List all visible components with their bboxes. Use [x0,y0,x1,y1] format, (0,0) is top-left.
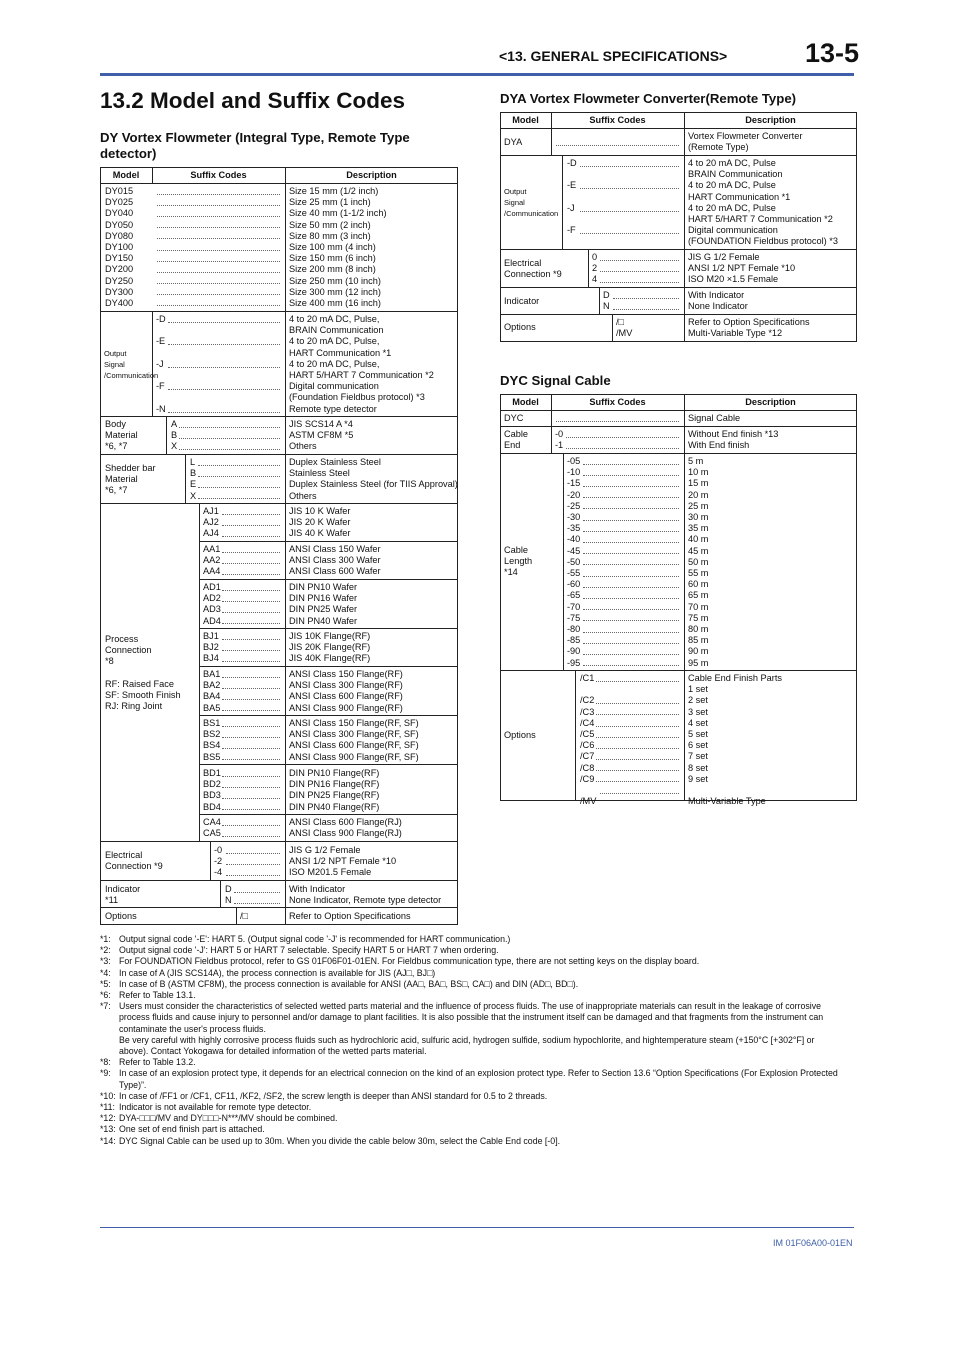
rule [500,128,857,129]
rule [199,666,458,667]
rule [199,579,458,580]
options-description: Refer to Option Specifications [289,911,411,921]
dyc-table-title: DYC Signal Cable [500,373,611,388]
body-material-codes: A B X [171,419,178,452]
footnote [100,945,840,956]
rule [199,764,458,765]
page-number: 13-5 [805,38,860,68]
footnote-text: In case of B (ASTM CF8M), the process connection is available for ANSI (AA□, BA□, BS□, CA□) and DIN (AD□, BD□). [119,978,579,989]
options-label: Options [105,911,137,921]
col-suffix: Suffix Codes [589,397,646,407]
rule [684,112,685,342]
footnote-key: *2: [100,945,111,956]
indicator-label: Indicator *11 [105,884,141,906]
footnote [100,1057,840,1068]
footnote [100,990,840,1001]
pc-descriptions: ANSI Class 150 Flange(RF, SF) ANSI Class 300 Flange(RF, SF) ANSI Class 600 Flange(RF, SF) ANSI Class 900 Flange(RF, SF) [289,718,419,762]
options-descriptions: Cable End Finish Parts 1 set 2 set 3 set 4 set 5 set 6 set 7 set 8 set 9 set Multi-Variable Type [688,673,782,807]
footer-rule [100,1227,854,1228]
electrical-connection-codes: 0 2 4 [592,252,598,285]
footnote [100,956,840,967]
body-material-descriptions: JIS SCS14 A *4 ASTM CF8M *5 Others [289,419,354,452]
footnote-text: One set of end finish part is attached. [119,1124,265,1135]
footnote-key: *12: [100,1113,116,1124]
rule [500,453,857,454]
pc-codes: BS1 BS2 BS4 BS5 [203,718,221,762]
rule [599,287,600,314]
pc-codes: AJ1 AJ2 AJ4 [203,506,219,539]
footnote-key: *1: [100,934,111,944]
rule [199,503,200,841]
body-material-label: Body Material *6, *7 [105,419,138,452]
output-signal-codes: -D -E -J -F -N [156,314,166,414]
rule [100,907,458,908]
cable-length-codes: -05 -10 -15 -20 -25 -30 -35 -40 -45 -50 -55 -60 -65 -70 -75 -80 -85 -90 -95 [567,456,581,668]
output-signal-label: Output Signal /Communication [504,187,559,219]
rule [100,454,458,455]
options-descriptions: Refer to Option Specifications Multi-Variable Type *12 [688,317,810,339]
page-title: 13.2 Model and Suffix Codes [100,88,406,113]
pc-descriptions: JIS 10 K Wafer JIS 20 K Wafer JIS 40 K Wafer [289,506,351,539]
section-header: <13. GENERAL SPECIFICATIONS> [499,48,728,64]
pc-codes: BD1 BD2 BD3 BD4 [203,768,221,812]
rule [100,416,458,417]
col-model: Model [112,170,140,180]
rule [185,454,186,503]
footnote-key: *7: [100,1001,111,1012]
footnote-text: In case of an explosion protect type, it depends for an electrical connecion on the kind of an explosion protect type. Refer to Section 13.6 “Option Specifications (For Explosion Protected Type)”. [119,1068,838,1090]
indicator-codes: D N [603,290,610,312]
rule [500,287,857,288]
shedder-bar-codes: L B E X [190,457,197,501]
footnote-text: Output signal code '-E': HART 5. (Output signal code '-J' is recommended for HART communication.) [119,934,511,944]
shedder-bar-descriptions: Duplex Stainless Steel Stainless Steel Duplex Stainless Steel (for TIIS Approval) Others [289,457,458,501]
model-code: DYA [504,137,523,147]
rule [100,311,458,312]
pc-descriptions: DIN PN10 Flange(RF) DIN PN16 Flange(RF) DIN PN25 Flange(RF) DIN PN40 Flange(RF) [289,768,380,812]
indicator-descriptions: With Indicator None Indicator, Remote type detector [289,884,442,906]
rule [236,907,237,925]
footnote-text: Output signal code '-J': HART 5 or HART 7 selectable. Specify HART 5 or HART 7 when ordering. [119,945,499,956]
electrical-connection-descriptions: JIS G 1/2 Female ANSI 1/2 NPT Female *10 ISO M201.5 Female [289,845,397,878]
footnote [100,979,840,990]
rule [220,880,221,907]
options-label: Options [504,730,536,740]
rule [612,314,613,342]
col-suffix: Suffix Codes [589,115,646,125]
rule [100,880,458,881]
footnote-key: *13: [100,1124,116,1135]
footnote-text: Users must consider the characteristics of selected wetted parts material and the influence of process fluids. The use of inappropriate materials can result in the leakage of corrosive process fluids and cause injury to personnel and/or damage to plant facilities. It is also possible that the instrument itself can be damaged and that fragments from the instrument can contaminate the user's process fluids. Be very careful with highly corrosive process fluids such as hydrochloric acid, sulfuric acid, hydrogen sulfide, sodium hypochlorite, and hightemperature steam (+150°C [+302°F] or above). Contact Yokogawa for detailed information of the wetted parts material. [119,1001,824,1057]
pc-codes: BJ1 BJ2 BJ4 [203,631,219,664]
rule [199,814,458,815]
rule [100,183,458,184]
pc-descriptions: ANSI Class 600 Flange(RJ) ANSI Class 900 Flange(RJ) [289,817,402,839]
cable-length-descriptions: 5 m 10 m 15 m 20 m 25 m 30 m 35 m 40 m 45 m 50 m 55 m 60 m 65 m 70 m 75 m 80 m 85 m 90 m 95 m [688,456,709,668]
rule [575,670,576,801]
rule [199,628,458,629]
rule [500,249,857,250]
pc-codes: AD1 AD2 AD3 AD4 [203,582,221,626]
rule [684,394,685,801]
pc-descriptions: ANSI Class 150 Flange(RF) ANSI Class 300 Flange(RF) ANSI Class 600 Flange(RF) ANSI Class 900 Flange(RF) [289,669,403,713]
cable-end-label: Cable End [504,429,529,451]
document-id: IM 01F06A00-01EN [773,1238,853,1248]
pc-codes: AA1 AA2 AA4 [203,544,221,577]
footnote-key: *9: [100,1068,111,1079]
footnote [100,1091,840,1102]
size-descriptions: Size 15 mm (1/2 inch) Size 25 mm (1 inch) Size 40 mm (1-1/2 inch) Size 50 mm (2 inch) Size 80 mm (3 inch) Size 100 mm (4 inch) Size 150 mm (6 inch) Size 200 mm (8 inch) Size 250 mm (10 inch) Size 300 mm (12 inch) Size 400 mm (16 inch) [289,186,387,309]
footnote [100,1102,840,1113]
options-codes: /□ /MV [616,317,633,339]
footnote-key: *11: [100,1102,115,1113]
col-model: Model [512,397,539,407]
rule [166,416,167,454]
rule [500,410,857,411]
footnote-key: *8: [100,1057,111,1068]
output-signal-descriptions: 4 to 20 mA DC, Pulse, BRAIN Communication 4 to 20 mA DC, Pulse, HART Communication *1 4 to 20 mA DC, Pulse, HART 5/HART 7 Communication *2 Digital communication (Foundation Fieldbus protocol) *3 Remote type detector [289,314,434,414]
footnote-key: *10: [100,1090,116,1101]
options-codes: /C1 /C2 /C3 /C4 /C5 /C6 /C7 /C8 /C9 /MV [580,673,597,807]
col-model: Model [512,115,539,125]
pc-descriptions: JIS 10K Flange(RF) JIS 20K Flange(RF) JIS 40K Flange(RF) [289,631,371,664]
footnote [100,1124,840,1135]
indicator-codes: D N [225,884,232,906]
footnote-text: Refer to Table 13.1. [119,990,196,1001]
footnote-text: DYC Signal Cable can be used up to 30m. When you divide the cable below 30m, select the Cable End code [-0]. [119,1135,561,1146]
rule [100,503,458,504]
model-codes: DY015 DY025 DY040 DY050 DY080 DY100 DY150 DY200 DY250 DY300 DY400 [105,186,134,309]
dy-table-frame [100,167,458,925]
model-description: Vortex Flowmeter Converter (Remote Type) [688,131,803,153]
electrical-connection-label: Electrical Connection *9 [105,850,163,872]
footnotes [100,934,840,1147]
cable-end-descriptions: Without End finish *13 With End finish [688,429,779,451]
output-signal-descriptions: 4 to 20 mA DC, Pulse BRAIN Communication 4 to 20 mA DC, Pulse HART Communication *1 4 to 20 mA DC, Pulse HART 5/HART 7 Communication *2 Digital communication (FOUNDATION Fieldbus protocol) *3 [688,158,838,247]
footnote [100,1136,840,1147]
rule [500,426,857,427]
options-code: /□ [240,911,249,921]
electrical-connection-descriptions: JIS G 1/2 Female ANSI 1/2 NPT Female *10 ISO M20 ×1.5 Female [688,252,796,285]
rule [563,453,564,670]
col-suffix: Suffix Codes [190,170,247,180]
footnote-text: In case of /FF1 or /CF1, CF11, /KF2, /SF2, the screw length is deeper than ANSI standard for 0.5 to 2 threads. [119,1090,548,1101]
col-description: Description [745,397,796,407]
options-label: Options [504,322,536,332]
leader-dots [556,421,679,423]
header-rule [100,73,854,76]
rule [199,541,458,542]
rule [500,314,857,315]
footnote [100,1068,840,1090]
rule [500,155,857,156]
footnote-text: For FOUNDATION Fieldbus protocol, refer to GS 01F06F01-01EN. For Fieldbus communication type, there are not setting keys on the display board. [119,956,700,967]
output-signal-label: Output Signal /Communication [104,349,159,381]
footnote-key: *5: [100,978,111,989]
rule [588,249,589,287]
rule [285,167,286,925]
rule [199,715,458,716]
indicator-descriptions: With Indicator None Indicator [688,290,748,312]
indicator-label: Indicator [504,296,540,306]
dy-table-title: DY Vortex Flowmeter (Integral Type, Remote Type detector) [100,130,410,161]
col-description: Description [745,115,796,125]
footnote [100,934,840,945]
leader-dots [556,145,679,147]
model-code: DYC [504,413,524,423]
pc-descriptions: ANSI Class 150 Wafer ANSI Class 300 Wafer ANSI Class 600 Wafer [289,544,381,577]
footnote [100,968,840,979]
output-signal-codes: -D -E -J -F [567,158,577,236]
rule [562,155,563,249]
rule [500,670,857,671]
footnote [100,1113,840,1124]
process-connection-label: Process Connection *8 RF: Raised Face SF: Smooth Finish RJ: Ring Joint [105,634,181,712]
rule [210,841,211,880]
footnote-key: *6: [100,990,111,1001]
footnote-text: DYA-□□□/MV and DY□□□-N***/MV should be combined. [119,1113,338,1124]
electrical-connection-codes: -0 -2 -4 [214,845,223,878]
shedder-bar-label: Shedder bar Material *6, *7 [105,463,156,496]
footnote [100,1001,840,1057]
footnote-key: *4: [100,967,111,978]
col-description: Description [346,170,397,180]
pc-descriptions: DIN PN10 Wafer DIN PN16 Wafer DIN PN25 Wafer DIN PN40 Wafer [289,582,358,626]
footnote-key: *3: [100,956,111,967]
cable-end-codes: -0 -1 [555,429,564,451]
footnote-text: In case of A (JIS SCS14A), the process connection is available for JIS (AJ□, BJ□) [119,967,436,978]
electrical-connection-label: Electrical Connection *9 [504,258,562,280]
pc-codes: BA1 BA2 BA4 BA5 [203,669,221,713]
rule [100,841,458,842]
footnote-text: Indicator is not available for remote type detector. [119,1102,312,1113]
cable-length-label: Cable Length *14 [504,545,533,578]
dya-table-title: DYA Vortex Flowmeter Converter(Remote Type) [500,91,797,106]
model-description: Signal Cable [688,413,741,423]
footnote-text: Refer to Table 13.2. [119,1057,196,1068]
pc-codes: CA4 CA5 [203,817,221,839]
footnote-key: *14: [100,1135,116,1146]
